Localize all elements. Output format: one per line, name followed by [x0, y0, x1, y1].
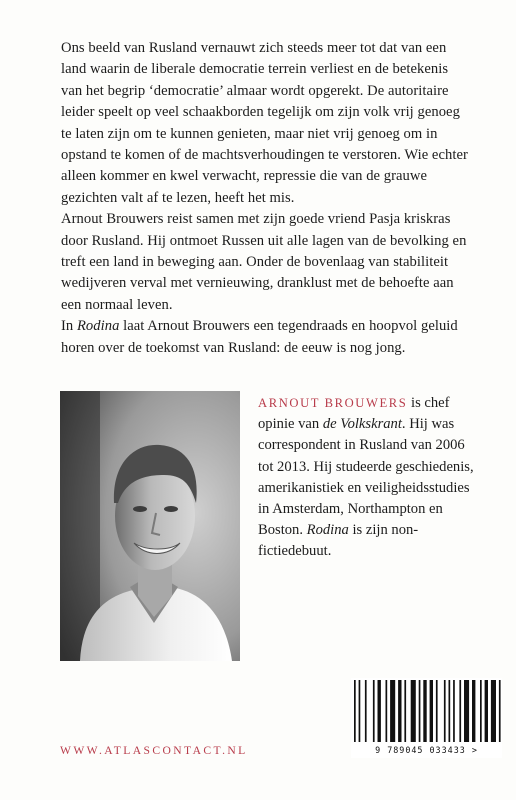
barcode-bar [459, 680, 461, 742]
book-title: Rodina [76, 318, 120, 335]
barcode-bar [436, 680, 438, 742]
publisher-website[interactable]: WWW.ATLASCONTACT.NL [60, 744, 248, 757]
barcode-bar [453, 680, 455, 742]
barcode-bar [419, 680, 421, 742]
barcode-bar [390, 680, 395, 742]
barcode-bar [359, 680, 361, 742]
barcode-bar [373, 680, 375, 742]
author-photo [60, 391, 240, 661]
blurb-p3-post: laat Arnout Brouwers een tegendraads en hoopvol geluid horen over de toekomst van Rusland: de eeuw is nog jong. [61, 318, 458, 356]
barcode-bar [378, 680, 381, 742]
barcode-bar [411, 680, 416, 742]
barcode-bar [354, 680, 356, 742]
barcode-bar [472, 680, 475, 742]
blurb-p3-pre: In [61, 318, 77, 335]
barcode-bar [480, 680, 482, 742]
author-bio [258, 393, 478, 563]
blurb-paragraph-1: Ons beeld van Rusland vernauwt zich steeds meer tot dat van een land waarin de liberale democratie terrein verliest en de betekenis van het begrip ‘democratie’ almaar wordt opgerekt. De autoritaire leider speelt op veel schaakborden tegelijk om zijn volk vrij genoeg te laten zijn om te kunnen genieten, maar niet vrij genoeg om in opstand te komen of de machtsverhoudingen te verstoren. Wie echter alleen kommer en kwel verwacht, repressie die van de grauwe gezichten valt af te lezen, heeft het mis. [61, 40, 468, 206]
blurb-paragraph-3 [61, 316, 471, 359]
barcode-bar [423, 680, 426, 742]
bio-text-1: is chef opinie van [258, 395, 450, 433]
book-title-bio: Rodina [306, 522, 349, 539]
barcode-bar [499, 680, 501, 742]
barcode-bar [491, 680, 496, 742]
blurb-paragraph-2: Arnout Brouwers reist samen met zijn goede vriend Pasja kriskras door Rusland. Hij ontmoet Russen uit alle lagen van de bevolking en treft een land in beweging aan. Onder de bovenlaag van stabiliteit wedijveren verval met vernieuwing, dranklust met de behoefte aan een normaal leven. [61, 211, 467, 313]
barcode-bar [398, 680, 401, 742]
back-cover-blurb [61, 38, 471, 359]
barcode-bar [404, 680, 406, 742]
barcode-bar [386, 680, 388, 742]
bio-text-2: . Hij was correspondent in Rusland van 2006 tot 2013. Hij studeerde geschiedenis, amerikanistiek en veiligheidsstudies in Amsterdam, Northampton en Boston. [258, 416, 474, 539]
bio-text [258, 393, 478, 563]
barcode-bar [430, 680, 433, 742]
isbn-barcode [351, 678, 502, 758]
barcode-bar [464, 680, 469, 742]
barcode-bar [444, 680, 446, 742]
isbn-number: 9 789045 033433 > [375, 745, 478, 755]
bio-text-3: is zijn non-fictiedebuut. [258, 522, 419, 560]
barcode-bar [449, 680, 451, 742]
newspaper-name: de Volkskrant [322, 416, 402, 433]
author-name: ARNOUT BROUWERS [258, 396, 408, 410]
barcode-bar [365, 680, 367, 742]
barcode-bars [351, 678, 502, 744]
barcode-bar [485, 680, 488, 742]
